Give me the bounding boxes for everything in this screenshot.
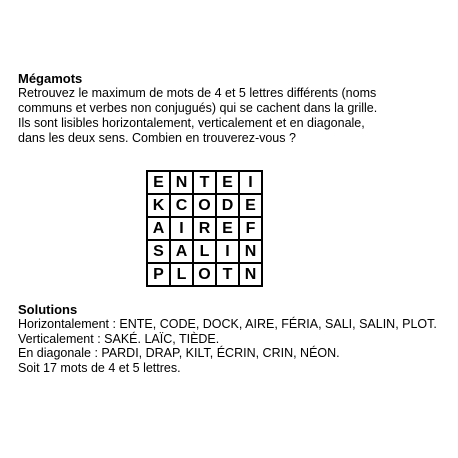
grid-cell: D [216, 194, 239, 217]
grid-cell: I [239, 171, 262, 194]
instruction-line: Ils sont lisibles horizontalement, verticalement et en diagonale, [18, 116, 365, 130]
grid-cell: I [216, 240, 239, 263]
solutions-section [18, 302, 453, 375]
instruction-line: dans les deux sens. Combien en trouverez-vous ? [18, 131, 296, 145]
solution-line: Soit 17 mots de 4 et 5 lettres. [18, 360, 181, 375]
grid-cell: O [193, 194, 216, 217]
grid-cell: C [170, 194, 193, 217]
instruction-line: communs et verbes non conjugués) qui se cachent dans la grille. [18, 101, 378, 115]
grid-cell: E [216, 171, 239, 194]
grid-cell: N [239, 240, 262, 263]
grid-cell: I [170, 217, 193, 240]
grid-cell: L [170, 263, 193, 286]
puzzle-title: Mégamots [18, 71, 83, 86]
grid-cell: S [147, 240, 170, 263]
grid-row [147, 217, 262, 240]
grid-cell: L [193, 240, 216, 263]
solution-line: Verticalement : SAKÉ. LAÏC, TIÈDE. [18, 331, 220, 346]
grid-cell: F [239, 217, 262, 240]
grid-cell: A [147, 217, 170, 240]
grid-cell: N [239, 263, 262, 286]
grid-cell: T [216, 263, 239, 286]
grid-cell: E [216, 217, 239, 240]
solution-line: Horizontalement : ENTE, CODE, DOCK, AIRE, FÉRIA, SALI, SALIN, PLOT. [18, 317, 437, 331]
solution-line: En diagonale : PARDI, DRAP, KILT, ÉCRIN, CRIN, NÉON. [18, 346, 340, 361]
grid-cell: K [147, 194, 170, 217]
grid-cell: A [170, 240, 193, 263]
solutions-title: Solutions [18, 302, 78, 317]
grid-cell: E [239, 194, 262, 217]
grid-cell: R [193, 217, 216, 240]
grid-cell: N [170, 171, 193, 194]
grid-cell: E [147, 171, 170, 194]
grid-row [147, 171, 262, 194]
instruction-line: Retrouvez le maximum de mots de 4 et 5 lettres différents (noms [18, 86, 377, 100]
grid-row [147, 263, 262, 286]
puzzle-header [18, 71, 448, 146]
grid-row [147, 240, 262, 263]
grid-cell: O [193, 263, 216, 286]
letter-grid [146, 170, 263, 287]
grid-cell: T [193, 171, 216, 194]
grid-row [147, 194, 262, 217]
grid-cell: P [147, 263, 170, 286]
